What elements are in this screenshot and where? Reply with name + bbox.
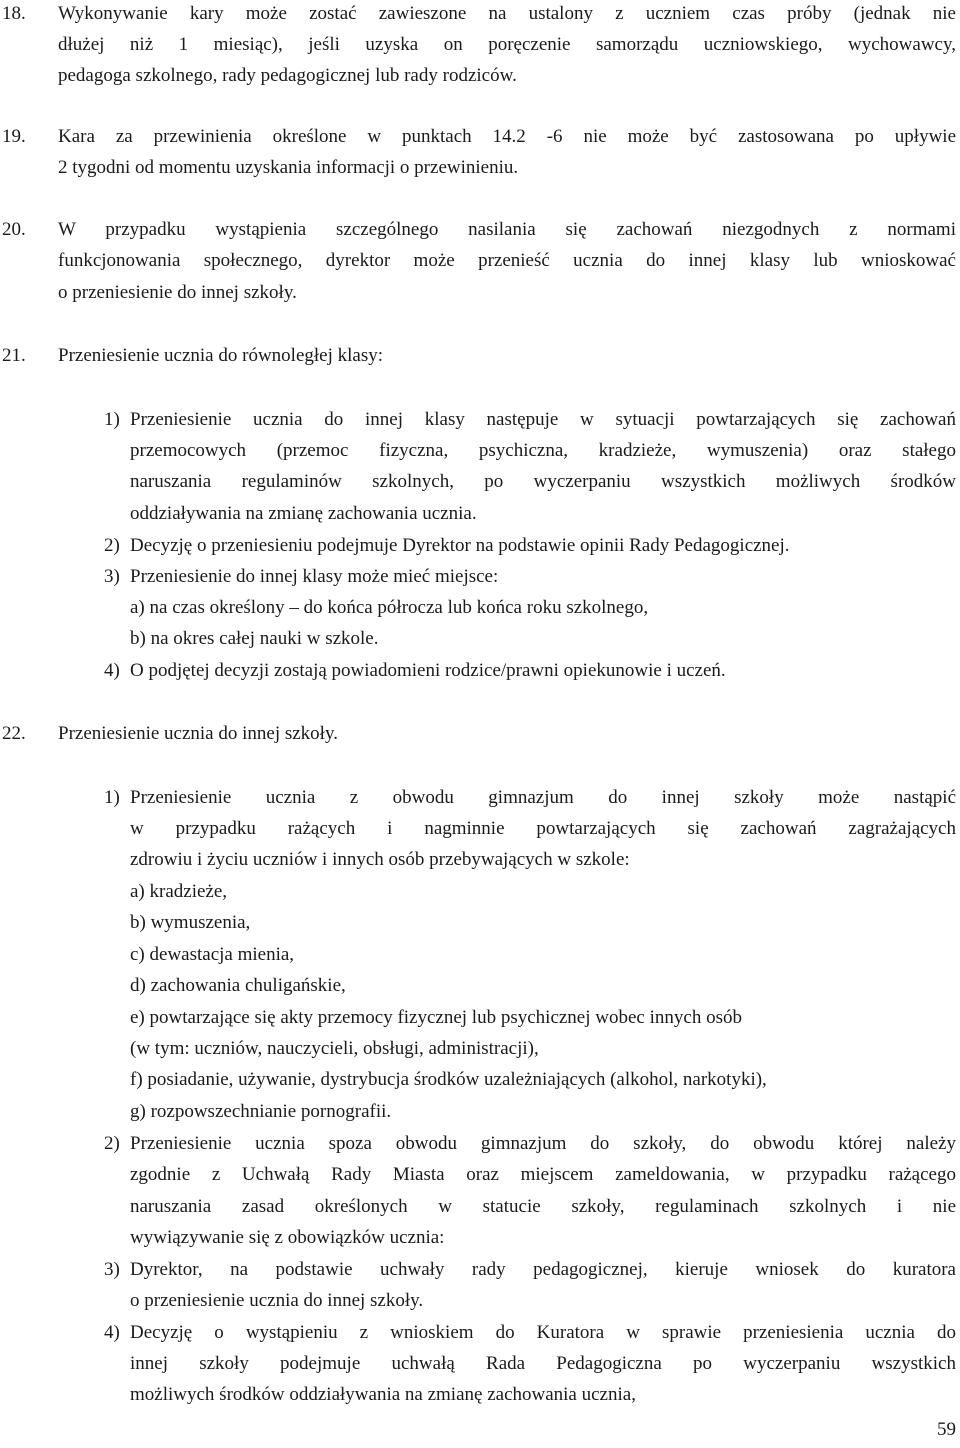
subitem-label: 4) (104, 1322, 120, 1343)
paragraph-line: Wykonywanie kary może zostać zawieszone na ustalony z uczniem czas próby (jednak nie (58, 3, 956, 24)
paragraph-line: Decyzję o przeniesieniu podejmuje Dyrektor na podstawie opinii Rady Pedagogicznej. (130, 535, 790, 556)
paragraph-line: o przeniesienie do innej szkoły. (58, 282, 297, 303)
list-point: g) rozpowszechnianie pornografii. (130, 1101, 392, 1122)
item-number: 18. (2, 3, 26, 24)
list-point: b) na okres całej nauki w szkole. (130, 628, 379, 649)
subitem-label: 3) (104, 566, 120, 587)
subitem-label: 1) (104, 409, 120, 430)
paragraph-line: O podjętej decyzji zostają powiadomieni rodzice/prawni opiekunowie i uczeń. (130, 660, 726, 681)
paragraph-line: Decyzję o wystąpieniu z wnioskiem do Kuratora w sprawie przeniesienia ucznia do (130, 1322, 956, 1343)
paragraph-line: dłużej niż 1 miesiąc), jeśli uzyska on poręczenie samorządu uczniowskiego, wychowawcy, (58, 34, 956, 55)
paragraph-line: oddziaływania na zmianę zachowania ucznia. (130, 503, 477, 524)
subitem-label: 3) (104, 1259, 120, 1280)
item-number: 21. (2, 345, 26, 366)
list-point: a) na czas określony – do końca półrocza lub końca roku szkolnego, (130, 597, 649, 618)
item-number: 20. (2, 219, 26, 240)
list-point: a) kradzieże, (130, 881, 228, 902)
paragraph-line: innej szkoły podejmuje uchwałą Rada Pedagogiczna po wyczerpaniu wszystkich (130, 1353, 956, 1374)
paragraph-line: Przeniesienie ucznia do innej klasy następuje w sytuacji powtarzających się zachowań (130, 409, 956, 430)
section-heading: Przeniesienie ucznia do innej szkoły. (58, 723, 338, 744)
subitem-label: 1) (104, 787, 120, 808)
paragraph-line: W przypadku wystąpienia szczególnego nasilania się zachowań niezgodnych z normami (58, 219, 956, 240)
list-point: c) dewastacja mienia, (130, 944, 295, 965)
list-point: (w tym: uczniów, nauczycieli, obsługi, administracji), (130, 1038, 539, 1059)
list-point: f) posiadanie, używanie, dystrybucja środków uzależniających (alkohol, narkotyki), (130, 1069, 767, 1090)
paragraph-line: Przeniesienie do innej klasy może mieć miejsce: (130, 566, 499, 587)
paragraph-line: zgodnie z Uchwałą Rady Miasta oraz miejscem zameldowania, w przypadku rażącego (130, 1164, 956, 1185)
subitem-label: 2) (104, 535, 120, 556)
list-point: e) powtarzające się akty przemocy fizycznej lub psychicznej wobec innych osób (130, 1007, 742, 1028)
section-heading: Przeniesienie ucznia do równoległej klasy: (58, 345, 384, 366)
paragraph-line: przemocowych (przemoc fizyczna, psychiczna, kradzieże, wymuszenia) oraz stałego (130, 440, 956, 461)
paragraph-line: o przeniesienie ucznia do innej szkoły. (130, 1290, 424, 1311)
paragraph-line: Kara za przewinienia określone w punktach 14.2 -6 nie może być zastosowana po upływie (58, 126, 956, 147)
paragraph-line: 2 tygodni od momentu uzyskania informacji o przewinieniu. (58, 157, 519, 178)
paragraph-line: zdrowiu i życiu uczniów i innych osób przebywających w szkole: (130, 849, 630, 870)
paragraph-line: Dyrektor, na podstawie uchwały rady pedagogicznej, kieruje wniosek do kuratora (130, 1259, 956, 1280)
list-point: d) zachowania chuligańskie, (130, 975, 346, 996)
paragraph-line: naruszania zasad określonych w statucie szkoły, regulaminach szkolnych i nie (130, 1196, 956, 1217)
paragraph-line: wywiązywanie się z obowiązków ucznia: (130, 1227, 445, 1248)
paragraph-line: Przeniesienie ucznia spoza obwodu gimnazjum do szkoły, do obwodu której należy (130, 1133, 956, 1154)
item-number: 19. (2, 126, 26, 147)
paragraph-line: naruszania regulaminów szkolnych, po wyczerpaniu wszystkich możliwych środków (130, 471, 956, 492)
paragraph-line: Przeniesienie ucznia z obwodu gimnazjum do innej szkoły może nastąpić (130, 787, 956, 808)
list-point: b) wymuszenia, (130, 912, 251, 933)
subitem-label: 2) (104, 1133, 120, 1154)
page-number: 59 (937, 1419, 956, 1440)
paragraph-line: funkcjonowania społecznego, dyrektor może przenieść ucznia do innej klasy lub wnioskować (58, 250, 956, 271)
paragraph-line: możliwych środków oddziaływania na zmianę zachowania ucznia, (130, 1384, 636, 1405)
subitem-label: 4) (104, 660, 120, 681)
item-number: 22. (2, 723, 26, 744)
paragraph-line: pedagoga szkolnego, rady pedagogicznej lub rady rodziców. (58, 65, 517, 86)
paragraph-line: w przypadku rażących i nagminnie powtarzających się zachowań zagrażających (130, 818, 956, 839)
